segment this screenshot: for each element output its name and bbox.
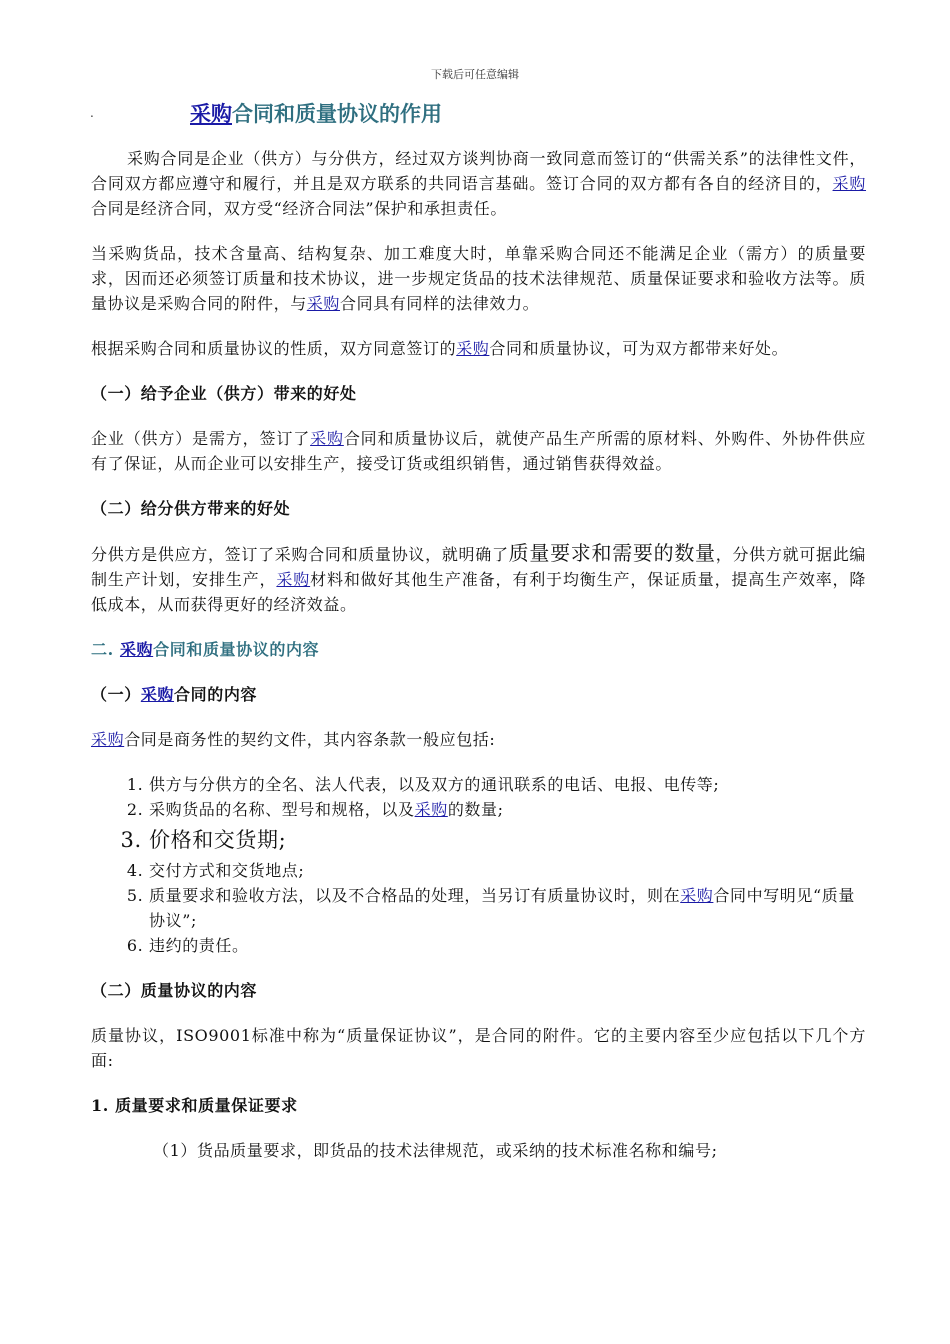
title-link-caigou[interactable]: 采购 <box>190 101 232 126</box>
paragraph-text: 根据采购合同和质量协议的性质，双方同意签订的 <box>91 339 457 358</box>
list-item <box>149 933 866 958</box>
link-caigou[interactable]: 采购 <box>680 886 714 905</box>
link-caigou[interactable]: 采购 <box>456 339 490 358</box>
section-title: 合同和质量协议的内容 <box>153 640 320 659</box>
list-item <box>149 797 866 822</box>
heading-quality-requirements: 1. 质量要求和质量保证要求 <box>91 1096 298 1115</box>
list-item <box>149 858 866 883</box>
paragraph-goods-quality: （1）货品质量要求，即货品的技术法律规范，或采纳的技术标准名称和编号; <box>153 1141 718 1160</box>
list-item-text: 的数量; <box>447 800 504 819</box>
emphasized-text: 质量要求和需要的数量 <box>508 541 716 565</box>
heading-subcontractor-benefits: （二）给分供方带来的好处 <box>91 499 291 518</box>
section-heading-content <box>91 637 866 662</box>
paragraph-contract-terms-intro <box>91 727 866 752</box>
link-caigou[interactable]: 采购 <box>91 730 125 749</box>
paragraph-subcontractor-benefits <box>91 541 866 617</box>
paragraph-text: 合同是商务性的契约文件，其内容条款一般应包括: <box>124 730 496 749</box>
paragraph-benefits-intro <box>91 336 866 361</box>
paragraph-quality-agreement-intro: 质量协议，ISO9001标准中称为“质量保证协议”，是合同的附件。它的主要内容至少应包括以下几个方面: <box>91 1026 866 1070</box>
heading-contract-content <box>91 682 866 707</box>
bullet-dot: . <box>90 106 94 120</box>
paragraph-text: ，分供方就可据此编制生产计划，安排生产， <box>91 545 867 589</box>
paragraph-contract-definition <box>91 146 866 221</box>
heading-quality-agreement-content: （二）质量协议的内容 <box>91 981 258 1000</box>
contract-terms-list <box>91 772 866 958</box>
link-caigou[interactable]: 采购 <box>832 174 867 193</box>
paragraph-text: 分供方是供应方，签订了采购合同和质量协议，就明确了 <box>91 545 509 564</box>
paragraph-text: 合同是经济合同，双方受“经济合同法”保护和承担责任。 <box>91 199 507 218</box>
paragraph-text: 采购合同是企业（供方）与分供方，经过双方谈判协商一致同意而签订的“供需关系”的法律性文件，合同双方都应遵守和履行，并且是双方联系的共同语言基础。签订合同的双方都有各自的经济目的， <box>91 149 866 193</box>
heading-text: 合同的内容 <box>174 685 258 704</box>
list-item-text: 合同中写明见“质量协议”; <box>149 886 855 930</box>
paragraph-text: 当采购货品，技术含量高、结构复杂、加工难度大时，单靠采购合同还不能满足企业（需方）的质量要求，因而还必须签订质量和技术协议，进一步规定货品的技术法律规范、质量保证要求和验收方法等。质量协议是采购合同的附件，与 <box>91 244 866 313</box>
paragraph-text: 材料和做好其他生产准备，有利于均衡生产，保证质量，提高生产效率，降低成本，从而获得更好的经济效益。 <box>91 570 866 614</box>
paragraph-text: 企业（供方）是需方，签订了 <box>91 429 311 448</box>
list-item-text: 价格和交货期; <box>149 828 287 852</box>
link-caigou[interactable]: 采购 <box>414 800 448 819</box>
list-item <box>149 883 866 933</box>
link-caigou[interactable]: 采购 <box>119 640 154 659</box>
paragraph-enterprise-benefits <box>91 426 866 476</box>
link-caigou[interactable]: 采购 <box>140 685 175 704</box>
title-text: 合同和质量协议的作用 <box>232 101 442 126</box>
heading-prefix: （一） <box>91 685 141 704</box>
link-caigou[interactable]: 采购 <box>276 570 311 589</box>
heading-enterprise-benefits: （一）给予企业（供方）带来的好处 <box>91 384 357 403</box>
link-caigou[interactable]: 采购 <box>310 429 344 448</box>
link-caigou[interactable]: 采购 <box>306 294 341 313</box>
list-item-text: 供方与分供方的全名、法人代表，以及双方的通讯联系的电话、电报、电传等; <box>149 775 720 794</box>
section-number: 二. <box>91 640 120 659</box>
paragraph-text: 合同具有同样的法律效力。 <box>340 294 540 313</box>
paragraph-quality-agreement-need <box>91 241 866 316</box>
paragraph-text: 合同和质量协议后，就使产品生产所需的原材料、外购件、外协件供应有了保证，从而企业可以安排生产，接受订货或组织销售，通过销售获得效益。 <box>91 429 866 473</box>
list-item <box>149 822 866 858</box>
header-note: 下载后可任意编辑 <box>431 68 519 81</box>
list-item <box>149 772 866 797</box>
list-item-text: 采购货品的名称、型号和规格，以及 <box>149 800 415 819</box>
paragraph-text: 合同和质量协议，可为双方都带来好处。 <box>489 339 789 358</box>
document-body <box>91 146 866 1163</box>
document-title <box>190 98 442 128</box>
list-item-text: 质量要求和验收方法，以及不合格品的处理，当另订有质量协议时，则在 <box>149 886 681 905</box>
list-item-text: 违约的责任。 <box>149 936 249 955</box>
list-item-text: 交付方式和交货地点; <box>149 861 305 880</box>
